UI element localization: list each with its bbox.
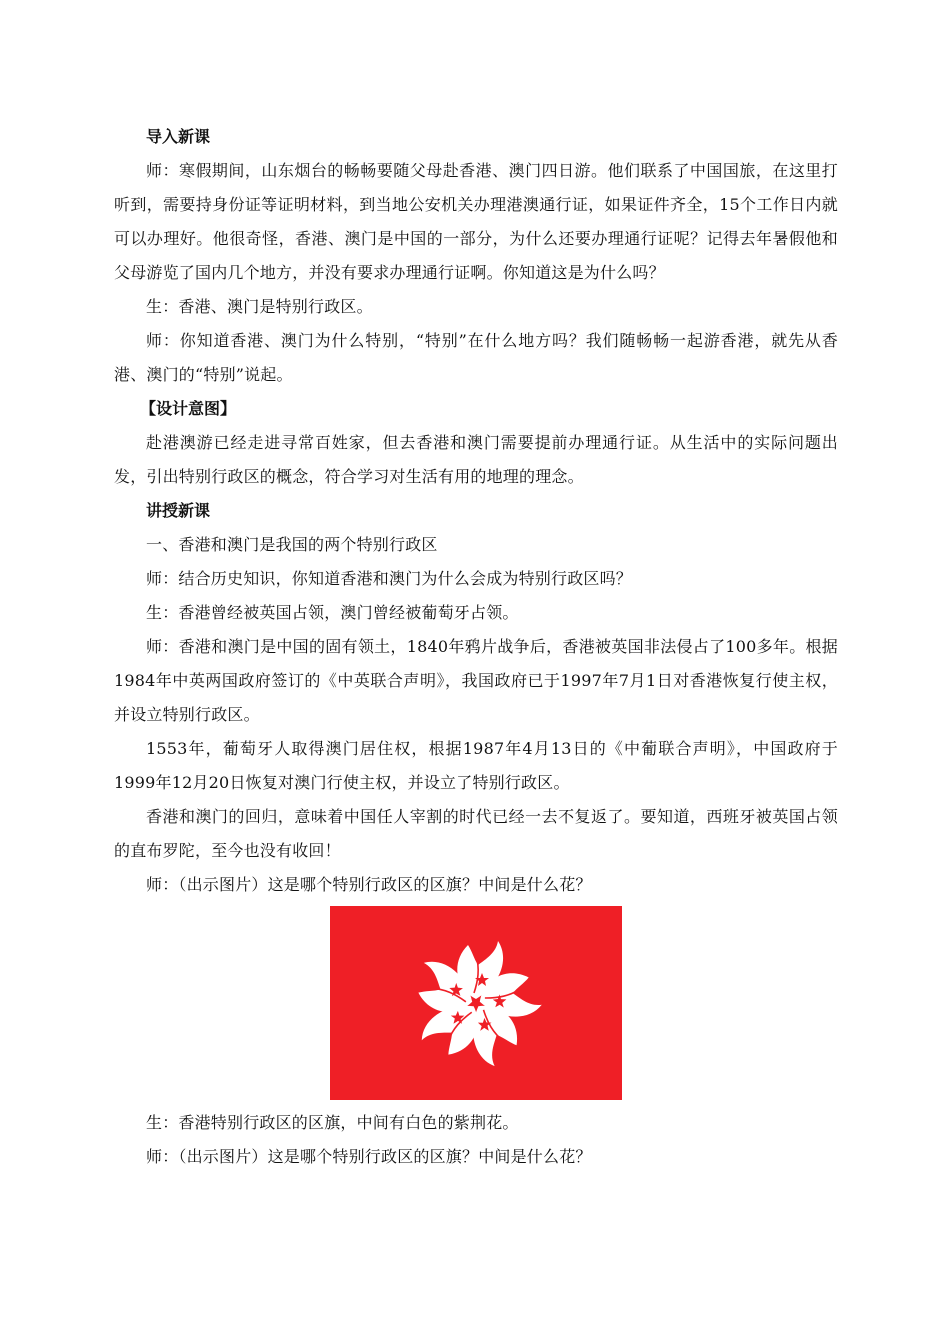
intro-paragraph-1: 师：寒假期间，山东烟台的畅畅要随父母赴香港、澳门四日游。他们联系了中国国旅，在这里打听到，需要持身份证等证明材料，到当地公安机关办理港澳通行证，如果证件齐全，15个工作日内就可以办理好。他很奇怪，香港、澳门是中国的一部分，为什么还要办理通行证呢？记得去年暑假他和父母游览了国内几个地方，并没有要求办理通行证啊。你知道这是为什么吗？ [114, 161, 838, 282]
design-heading: 【设计意图】 [140, 399, 237, 418]
intro-heading: 导入新课 [146, 127, 211, 146]
teach-paragraph-9: 师：（出示图片）这是哪个特别行政区的区旗？中间是什么花？ [146, 1147, 592, 1166]
teach-paragraph-6: 香港和澳门的回归，意味着中国任人宰割的时代已经一去不复返了。要知道，西班牙被英国占领的直布罗陀，至今也没有收回！ [114, 807, 838, 860]
teach-paragraph-7: 师：（出示图片）这是哪个特别行政区的区旗？中间是什么花？ [146, 875, 592, 894]
flag-background [330, 906, 622, 1100]
teach-heading: 讲授新课 [146, 501, 211, 520]
flag-figure [114, 906, 838, 1100]
teach-paragraph-8: 生：香港特别行政区的区旗，中间有白色的紫荆花。 [146, 1113, 519, 1132]
teach-paragraph-5: 1553年，葡萄牙人取得澳门居住权，根据1987年4月13日的《中葡联合声明》，中国政府于1999年12月20日恢复对澳门行使主权，并设立了特别行政区。 [114, 739, 838, 792]
teach-paragraph-1: 一、香港和澳门是我国的两个特别行政区 [146, 535, 438, 554]
intro-paragraph-2: 生：香港、澳门是特别行政区。 [146, 297, 373, 316]
design-paragraph: 赴港澳游已经走进寻常百姓家，但去香港和澳门需要提前办理通行证。从生活中的实际问题出发，引出特别行政区的概念，符合学习对生活有用的地理的理念。 [114, 433, 838, 486]
document-page [114, 120, 838, 1174]
teach-paragraph-2: 师：结合历史知识，你知道香港和澳门为什么会成为特别行政区吗？ [146, 569, 633, 588]
hong-kong-flag-icon [330, 906, 622, 1100]
teach-paragraph-4: 师：香港和澳门是中国的固有领土，1840年鸦片战争后，香港被英国非法侵占了100多年。根据1984年中英两国政府签订的《中英联合声明》，我国政府已于1997年7月1日对香港恢复行使主权，并设立特别行政区。 [114, 637, 838, 724]
intro-paragraph-3: 师：你知道香港、澳门为什么特别，“特别”在什么地方吗？我们随畅畅一起游香港，就先从香港、澳门的“特别”说起。 [114, 331, 838, 384]
teach-paragraph-3: 生：香港曾经被英国占领，澳门曾经被葡萄牙占领。 [146, 603, 519, 622]
